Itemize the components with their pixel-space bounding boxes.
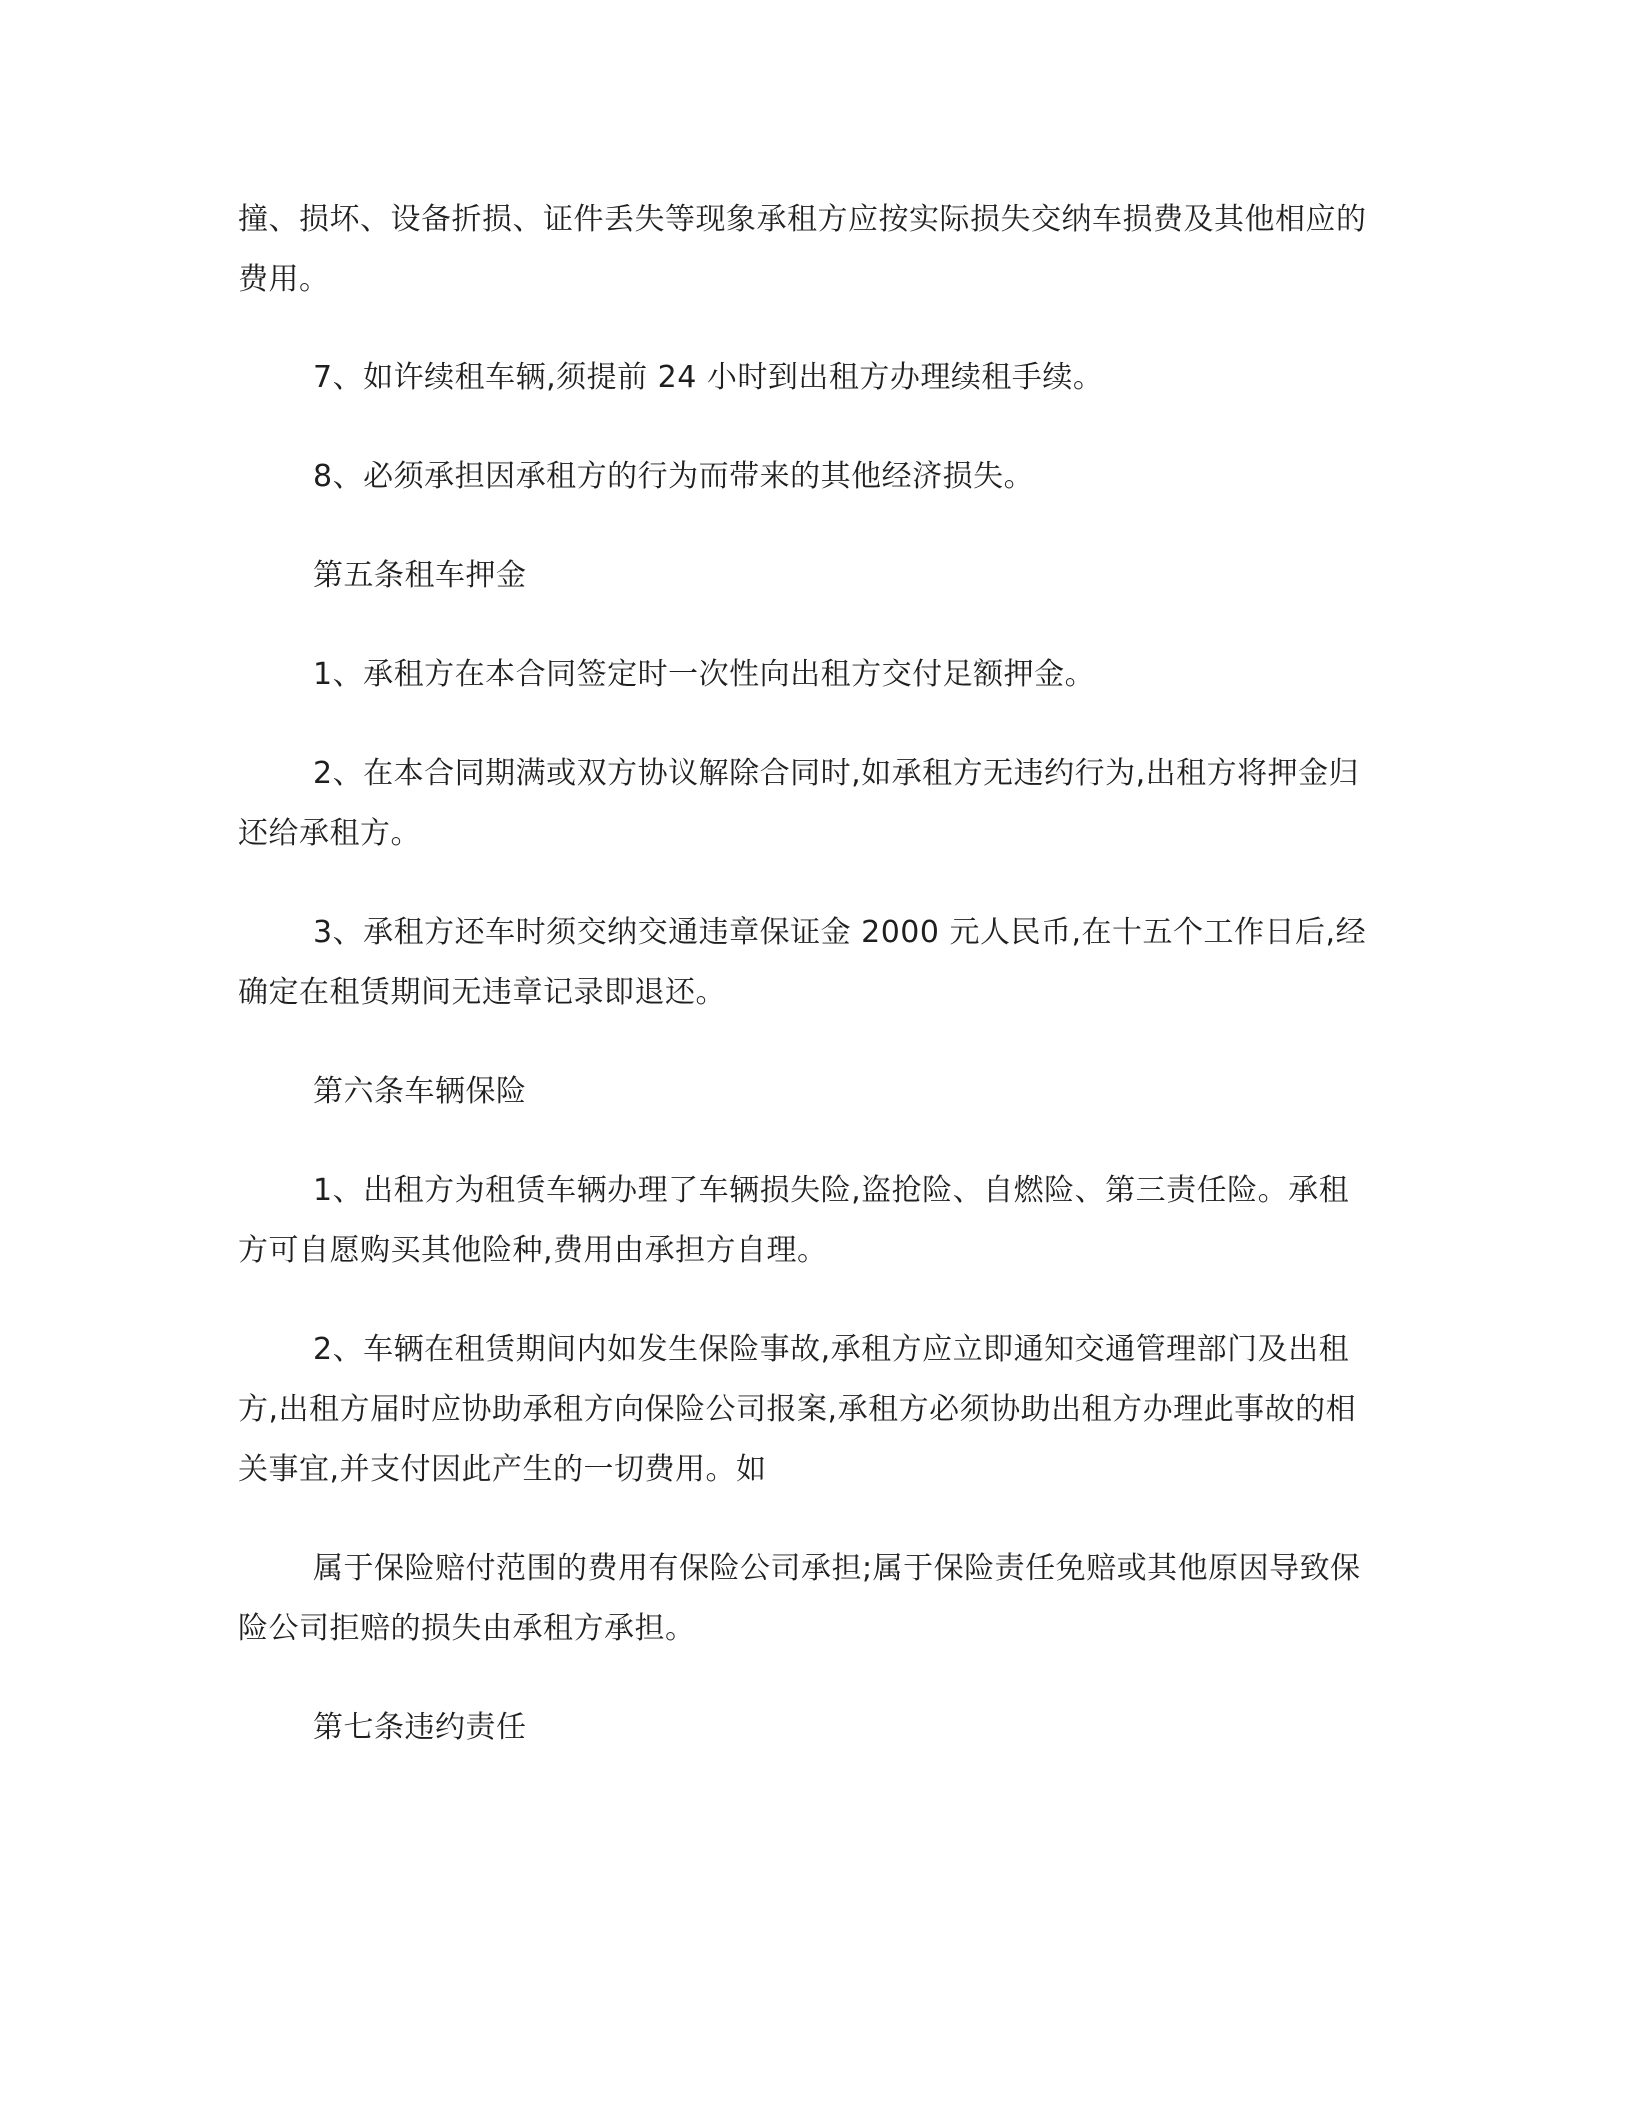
document-body <box>238 190 1368 1758</box>
paragraph-economic-loss: 8、必须承担因承租方的行为而带来的其他经济损失。 <box>313 459 1035 494</box>
section-heading-insurance: 第六条车辆保险 <box>313 1074 527 1109</box>
section-heading-liability: 第七条违约责任 <box>313 1710 527 1745</box>
paragraph-deposit-return: 2、在本合同期满或双方协议解除合同时,如承租方无违约行为,出租方将押金归还给承租方。 <box>238 756 1360 851</box>
paragraph-violation-deposit: 3、承租方还车时须交纳交通违章保证金 2000 元人民币,在十五个工作日后,经确定在租赁期间无违章记录即退还。 <box>238 915 1367 1010</box>
paragraph-damage-fees: 撞、损坏、设备折损、证件丢失等现象承租方应按实际损失交纳车损费及其他相应的费用。 <box>238 202 1367 297</box>
paragraph-insurance-coverage: 1、出租方为租赁车辆办理了车辆损失险,盗抢险、自燃险、第三责任险。承租方可自愿购买其他险种,费用由承担方自理。 <box>238 1173 1350 1268</box>
paragraph-renewal: 7、如许续租车辆,须提前 24 小时到出租方办理续租手续。 <box>313 360 1104 395</box>
section-heading-deposit: 第五条租车押金 <box>313 558 527 593</box>
paragraph-insurance-accident: 2、车辆在租赁期间内如发生保险事故,承租方应立即通知交通管理部门及出租方,出租方届时应协助承租方向保险公司报案,承租方必须协助出租方办理此事故的相关事宜,并支付因此产生的一切费用。如 <box>238 1332 1357 1487</box>
paragraph-insurance-claims: 属于保险赔付范围的费用有保险公司承担;属于保险责任免赔或其他原因导致保险公司拒赔的损失由承租方承担。 <box>238 1551 1361 1646</box>
paragraph-deposit-payment: 1、承租方在本合同签定时一次性向出租方交付足额押金。 <box>313 657 1096 692</box>
